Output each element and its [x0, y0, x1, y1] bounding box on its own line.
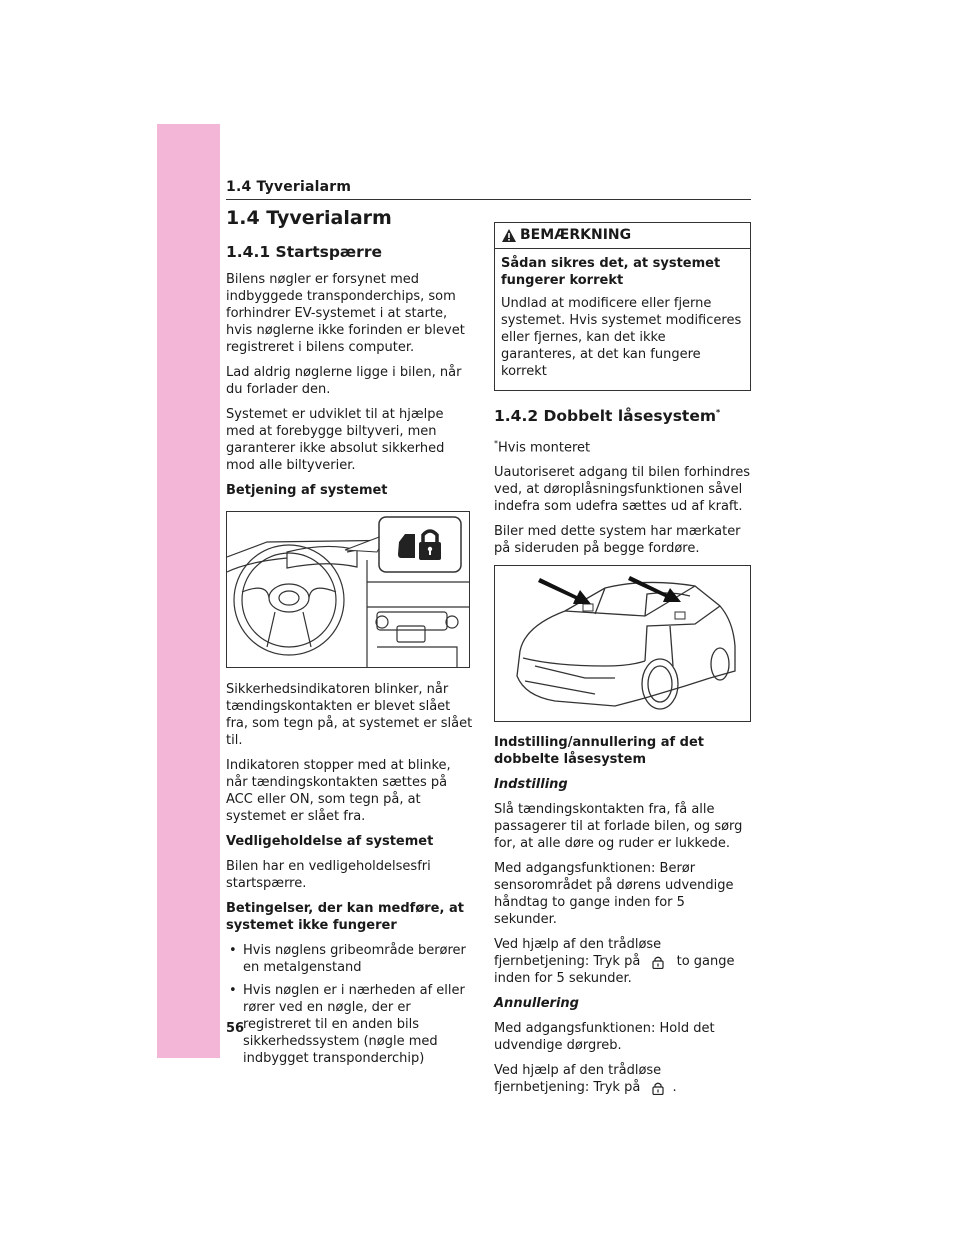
conditions-list: [226, 942, 476, 1067]
paragraph-text: Ved hjælp af den trådløse fjernbetjening: Tryk på: [494, 1063, 662, 1096]
car-illustration: [494, 565, 751, 722]
notice-body: [495, 249, 750, 390]
footnote: [494, 435, 751, 456]
subsection-title: 1.4.1 Startspærre: [226, 243, 382, 261]
notice-text: Undlad at modificere eller fjerne systemet. Hvis systemet modificeres eller fjernes, kan det ikke garanteres, at det kan fungere korrekt: [501, 296, 742, 379]
left-column: [226, 206, 476, 1075]
security-indicator-icon: [395, 524, 447, 564]
paragraph: [494, 936, 751, 987]
subheading: Betingelser, der kan medføre, at systemet ikke fungerer: [226, 901, 464, 933]
list-item: • Hvis nøglen er i nærheden af eller rører ved en nøgle, der er registreret til en anden bils sikkerhedssystem (nøgle med indbygget transponderchip): [226, 982, 476, 1067]
paragraph-text: .: [672, 1080, 677, 1096]
lock-button-icon: [652, 955, 664, 969]
page-edge-tab: [157, 124, 220, 1058]
paragraph: Med adgangsfunktionen: Berør sensorområdet på dørens udvendige håndtag to gange inden for 5 sekunder.: [494, 861, 734, 928]
warning-icon: [501, 228, 517, 243]
page-number: 56: [226, 1021, 245, 1036]
paragraph: Indikatoren stopper med at blinke, når tændingskontakten sættes på ACC eller ON, som tegn på, at systemet er slået fra.: [226, 758, 451, 824]
dashboard-illustration: [226, 511, 470, 668]
paragraph: Bilens nøgler er forsynet med indbyggede transponderchips, som forhindrer EV-systemet i at starte, hvis nøglerne ikke forinden er blevet registreret i bilens computer.: [226, 272, 465, 355]
paragraph-text: to gange inden for 5 sekunder.: [494, 954, 735, 987]
car-with-door-stickers-image: [495, 566, 750, 721]
paragraph: Med adgangsfunktionen: Hold det udvendige dørgreb.: [494, 1021, 715, 1054]
list-item: • Hvis nøglens gribeområde berører en metalgenstand: [226, 942, 476, 976]
paragraph: Systemet er udviklet til at hjælpe med at forebygge biltyveri, men garanterer ikke absolut sikkerhed mod alle biltyverier.: [226, 407, 445, 473]
paragraph: Bilen har en vedligeholdelsesfri startspærre.: [226, 859, 431, 891]
paragraph: Uautoriseret adgang til bilen forhindres ved, at døroplåsningsfunktionen såvel indefra som udefra sættes ud af kraft.: [494, 465, 750, 515]
italic-subheading: Annullering: [494, 996, 579, 1012]
paragraph: [494, 1062, 751, 1096]
footnote-marker: *: [494, 439, 498, 449]
notice-label: BEMÆRKNING: [520, 227, 632, 243]
paragraph-text: Ved hjælp af den trådløse fjernbetjening: Tryk på: [494, 937, 662, 970]
section-title: 1.4 Tyverialarm: [226, 207, 392, 229]
paragraph: Biler med dette system har mærkater på sideruden på begge fordøre.: [494, 524, 741, 557]
unlock-button-icon: [652, 1081, 664, 1095]
header-rule: [226, 199, 751, 200]
subheading: Betjening af systemet: [226, 483, 388, 498]
paragraph: Sikkerhedsindikatoren blinker, når tændingskontakten er blevet slået fra, som tegn på, at systemet er slået til.: [226, 682, 473, 748]
notice-box: [494, 222, 751, 391]
footnote-marker: *: [716, 408, 721, 417]
italic-subheading: Indstilling: [494, 777, 568, 793]
subheading: Vedligeholdelse af systemet: [226, 834, 434, 849]
notice-heading: Sådan sikres det, at systemet fungerer korrekt: [501, 256, 721, 288]
subsection-title: [494, 403, 751, 426]
paragraph: Lad aldrig nøglerne ligge i bilen, når du forlader den.: [226, 365, 462, 397]
subsection-title-text: 1.4.2 Dobbelt låsesystem: [494, 407, 717, 426]
running-header: 1.4 Tyverialarm: [226, 179, 352, 195]
notice-title: [495, 223, 750, 249]
paragraph: Slå tændingskontakten fra, få alle passagerer til at forlade bilen, og sørg for, at alle døre og ruder er lukkede.: [494, 802, 743, 852]
subheading: Indstilling/annullering af det dobbelte låsesystem: [494, 735, 704, 768]
footnote-text: Hvis monteret: [498, 440, 591, 456]
right-column: [494, 222, 751, 1104]
